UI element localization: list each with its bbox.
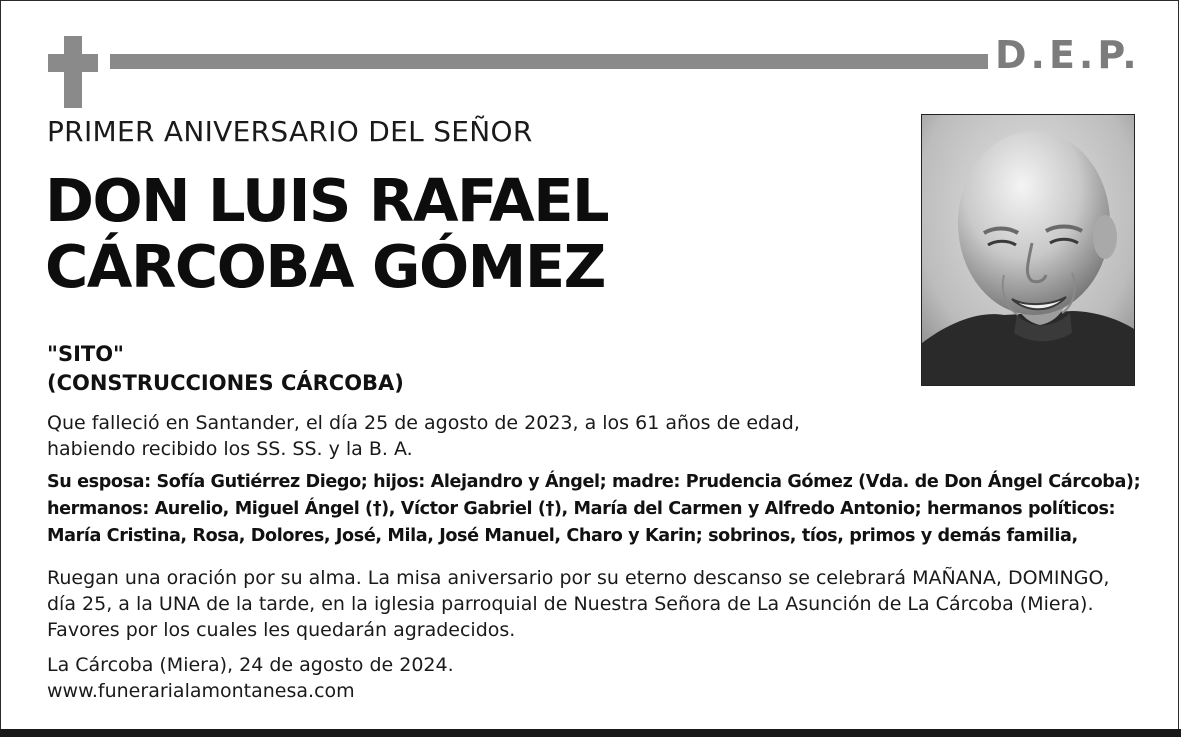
family-list-line-2: hermanos: Aurelio, Miguel Ángel (†), Víctor Gabriel (†), María del Carmen y Alfredo Antonio; hermanos políticos:	[47, 499, 1116, 519]
mass-announcement	[47, 565, 1109, 643]
family-list-line-1: Su esposa: Sofía Gutiérrez Diego; hijos: Alejandro y Ángel; madre: Prudencia Gómez (Vda. de Don Ángel Cárcoba);	[47, 472, 1141, 492]
deceased-name-line-2: CÁRCOBA GÓMEZ	[45, 232, 605, 301]
family-list-line-3: María Cristina, Rosa, Dolores, José, Mila, José Manuel, Charo y Karin; sobrinos, tíos, primos y demás familia,	[47, 526, 1078, 546]
header-divider	[110, 54, 988, 69]
website-link[interactable]: www.funerarialamontanesa.com	[47, 680, 355, 702]
alias-block	[47, 340, 404, 398]
cross-icon	[48, 36, 98, 108]
mass-announcement-line-2: día 25, a la UNA de la tarde, en la iglesia parroquial de Nuestra Señora de La Asunción de La Cárcoba (Miera).	[47, 593, 1094, 615]
family-list	[47, 469, 1140, 550]
dep-label: D.E.P.	[995, 33, 1141, 77]
death-notice-line-1: Que falleció en Santander, el día 25 de agosto de 2023, a los 61 años de edad,	[47, 412, 800, 434]
death-notice-line-2: habiendo recibido los SS. SS. y la B. A.	[47, 438, 413, 460]
footer-block	[47, 652, 454, 704]
mass-announcement-line-1: Ruegan una oración por su alma. La misa aniversario por su eterno descanso se celebrará MAÑANA, DOMINGO,	[47, 567, 1110, 589]
deceased-name-line-1: DON LUIS RAFAEL	[45, 166, 609, 235]
company-name: (CONSTRUCCIONES CÁRCOBA)	[47, 371, 404, 395]
bottom-border	[0, 729, 1181, 737]
anniversary-subtitle: PRIMER ANIVERSARIO DEL SEÑOR	[47, 115, 533, 148]
place-date: La Cárcoba (Miera), 24 de agosto de 2024.	[47, 654, 454, 676]
portrait-photo	[921, 114, 1135, 386]
nickname: "SITO"	[47, 342, 124, 366]
death-notice	[47, 410, 800, 462]
deceased-name	[45, 168, 608, 300]
mass-announcement-line-3: Favores por los cuales les quedarán agradecidos.	[47, 619, 516, 641]
